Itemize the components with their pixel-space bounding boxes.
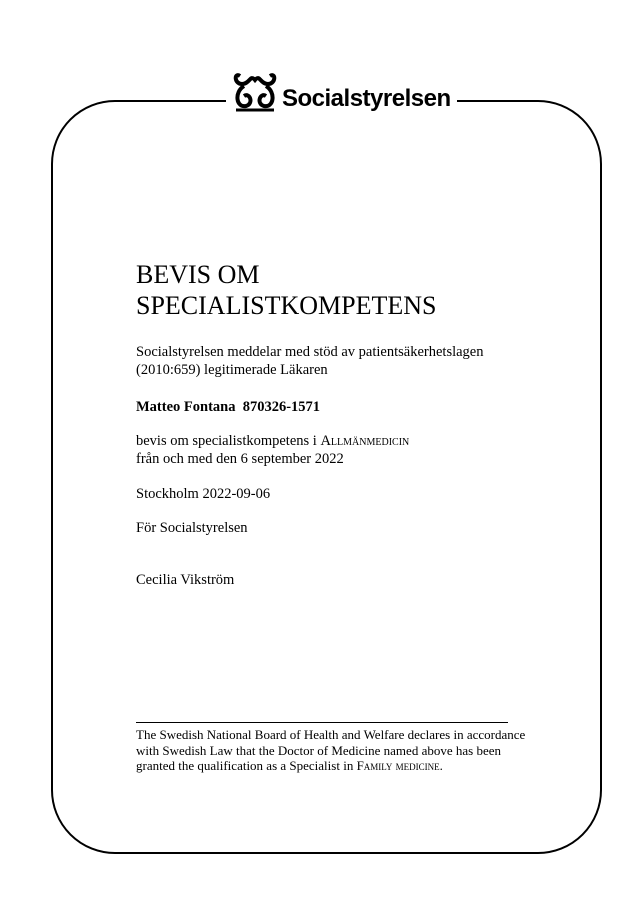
- english-suffix: .: [439, 758, 443, 773]
- holder: [136, 398, 320, 416]
- holder-id: 870326-1571: [242, 399, 321, 415]
- logo: [226, 68, 457, 116]
- title-line-1: BEVIS OM: [136, 260, 260, 289]
- english-line-1: The Swedish National Board of Health and Welfare declares in accordance: [136, 727, 526, 742]
- intro-text: [136, 343, 483, 379]
- english-specialty: Family medicine: [356, 758, 440, 773]
- intro-line-1: Socialstyrelsen meddelar med stöd av patientsäkerhetslagen: [136, 344, 484, 360]
- intro-line-2: (2010:659) legitimerade Läkaren: [136, 362, 328, 378]
- logo-text: Socialstyrelsen: [282, 85, 451, 112]
- specialty-text: [136, 432, 409, 468]
- logo-emblem-icon: [232, 70, 278, 114]
- place-date: Stockholm 2022-09-06: [136, 486, 271, 502]
- title-line-2: SPECIALISTKOMPETENS: [136, 291, 437, 320]
- specialty-date: från och med den 6 september 2022: [136, 451, 344, 467]
- on-behalf: För Socialstyrelsen: [136, 520, 248, 536]
- document-title: [136, 259, 436, 321]
- english-line-3: granted the qualification as a Specialist in: [136, 758, 354, 773]
- specialty-name: Allmänmedicin: [320, 433, 410, 449]
- divider: [136, 722, 508, 723]
- specialty-prefix: bevis om specialistkompetens i: [136, 433, 317, 449]
- english-statement: [136, 727, 525, 774]
- holder-name: Matteo Fontana: [136, 399, 236, 415]
- signatory: Cecilia Vikström: [136, 572, 235, 588]
- english-line-2: with Swedish Law that the Doctor of Medicine named above has been: [136, 742, 501, 758]
